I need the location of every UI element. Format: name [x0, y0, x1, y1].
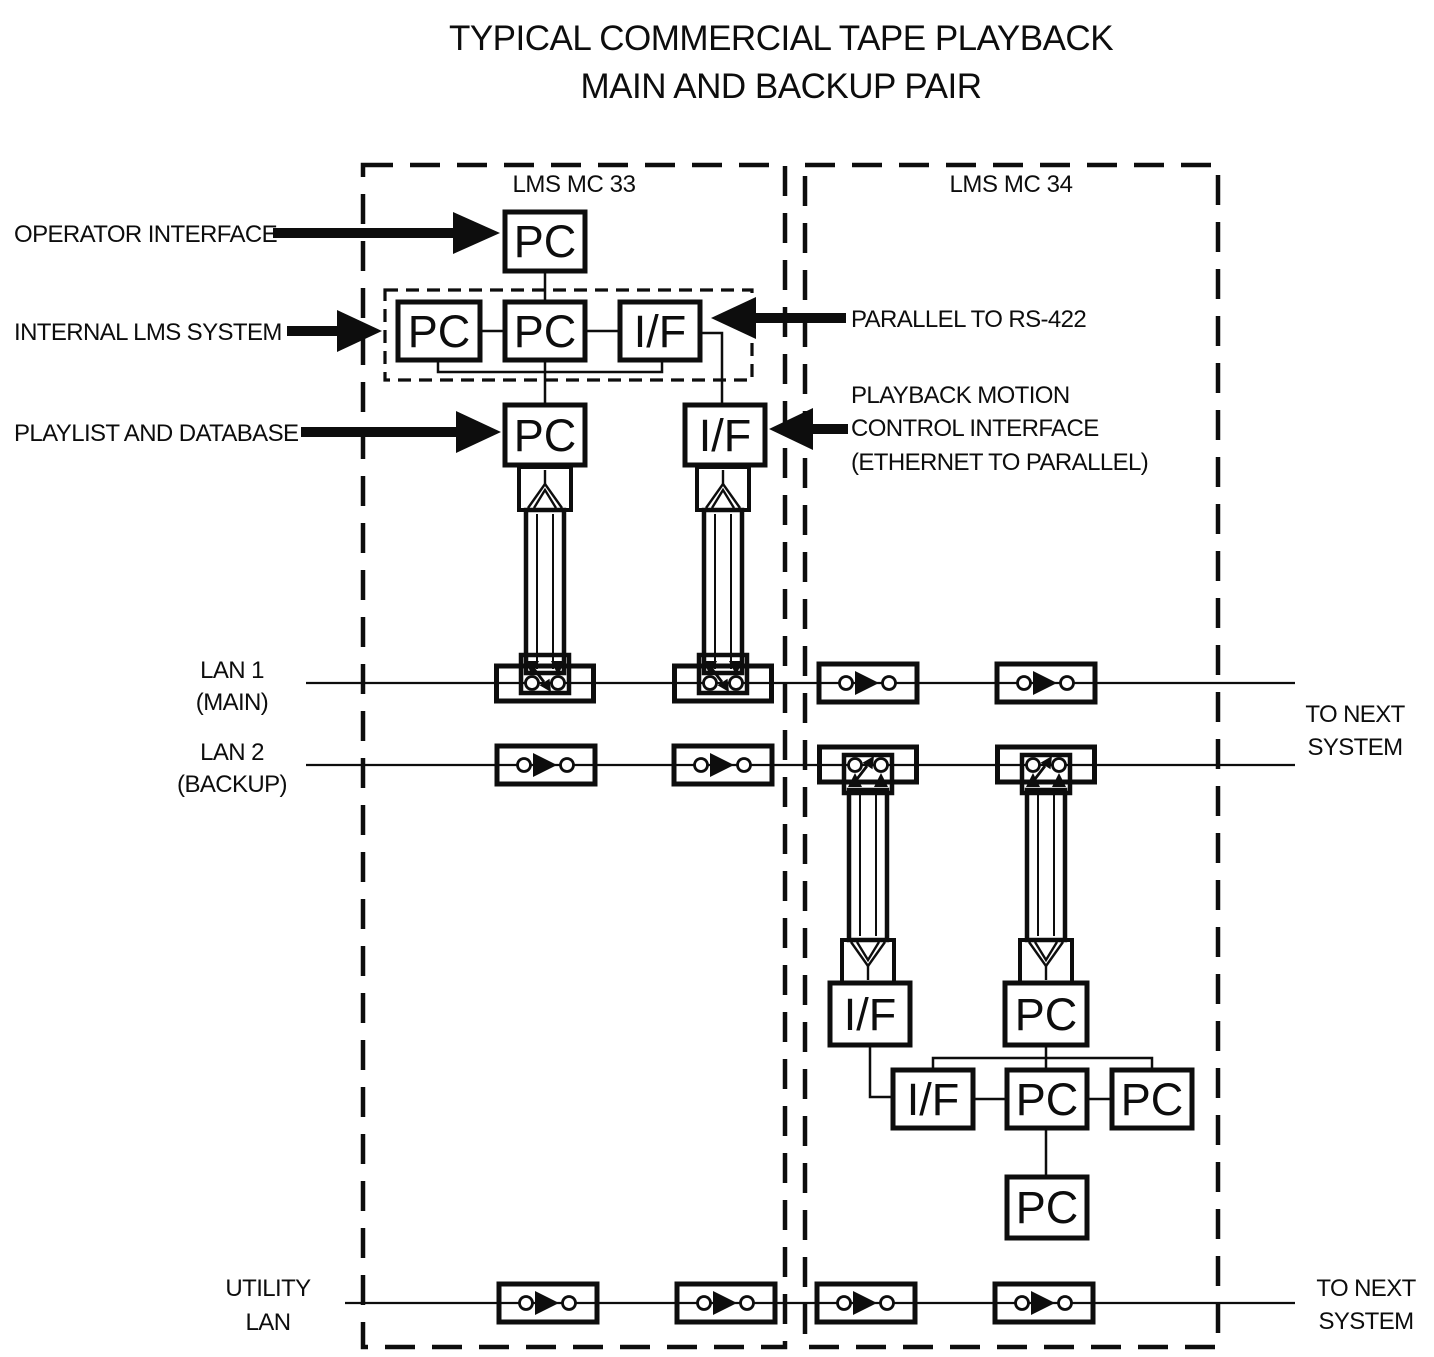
- callout-text-line3: (ETHERNET TO PARALLEL): [851, 449, 1149, 476]
- node-mc34-playlist-pc: [1005, 983, 1087, 1045]
- lan1-label-line1: LAN 1: [200, 657, 264, 684]
- mc34-label: LMS MC 34: [949, 171, 1073, 198]
- callout-text-line2: CONTROL INTERFACE: [851, 415, 1099, 442]
- node-label: I/F: [843, 989, 897, 1040]
- node-mc34-lms-pc-center: [1007, 1070, 1087, 1128]
- cable-outer: [1027, 790, 1065, 940]
- node-mc33-lms-if: [620, 302, 700, 360]
- to-next-top-line2: SYSTEM: [1307, 734, 1403, 761]
- node-mc33-operator-pc: [505, 212, 585, 271]
- node-label: PC: [1120, 1074, 1184, 1125]
- cable-outer: [849, 790, 887, 940]
- lan2-label-line2: (BACKUP): [177, 771, 287, 798]
- node-label: PC: [513, 410, 577, 461]
- cable-outer: [704, 510, 742, 673]
- title-line2: MAIN AND BACKUP PAIR: [580, 67, 982, 106]
- utility-label-line1: UTILITY: [225, 1275, 311, 1302]
- cable-mc33-motionif-to-lan1: [704, 510, 742, 673]
- node-mc33-lms-pc-center: [505, 302, 585, 360]
- node-mc34-lms-if: [893, 1070, 973, 1128]
- node-label: I/F: [698, 410, 752, 461]
- callout-text: PLAYLIST AND DATABASE: [14, 420, 299, 447]
- node-mc34-lms-pc-right: [1112, 1070, 1192, 1128]
- node-mc33-motion-if: [685, 405, 765, 465]
- node-label: PC: [1015, 1182, 1079, 1233]
- node-label: PC: [513, 216, 577, 267]
- node-label: I/F: [633, 306, 687, 357]
- node-mc34-operator-pc: [1007, 1177, 1087, 1238]
- node-mc34-motion-if: [830, 983, 910, 1045]
- callout-text: PARALLEL TO RS-422: [851, 306, 1087, 333]
- cable-mc34-lan2-to-playlistpc: [1027, 790, 1065, 940]
- utility-label-line2: LAN: [245, 1309, 291, 1336]
- cable-outer: [526, 510, 564, 673]
- node-mc33-playlist-pc: [505, 405, 585, 465]
- node-label: PC: [513, 306, 577, 357]
- node-mc33-lms-pc-left: [398, 302, 480, 360]
- node-label: PC: [1014, 989, 1078, 1040]
- callout-text-line1: PLAYBACK MOTION: [851, 382, 1070, 409]
- node-label: PC: [407, 306, 471, 357]
- callout-text: INTERNAL LMS SYSTEM: [14, 319, 282, 346]
- to-next-bottom-line2: SYSTEM: [1318, 1308, 1414, 1335]
- node-label: I/F: [906, 1074, 960, 1125]
- to-next-bottom-line1: TO NEXT: [1316, 1275, 1416, 1302]
- title-line1: TYPICAL COMMERCIAL TAPE PLAYBACK: [448, 19, 1114, 58]
- callout-text: OPERATOR INTERFACE: [14, 221, 278, 248]
- cable-mc34-lan2-to-motionif: [849, 790, 887, 940]
- lan2-label-line1: LAN 2: [200, 739, 264, 766]
- cable-mc33-playlist-to-lan1: [526, 510, 564, 673]
- to-next-top-line1: TO NEXT: [1305, 701, 1405, 728]
- lan1-label-line2: (MAIN): [195, 689, 269, 716]
- mc33-label: LMS MC 33: [512, 171, 636, 198]
- node-label: PC: [1015, 1074, 1079, 1125]
